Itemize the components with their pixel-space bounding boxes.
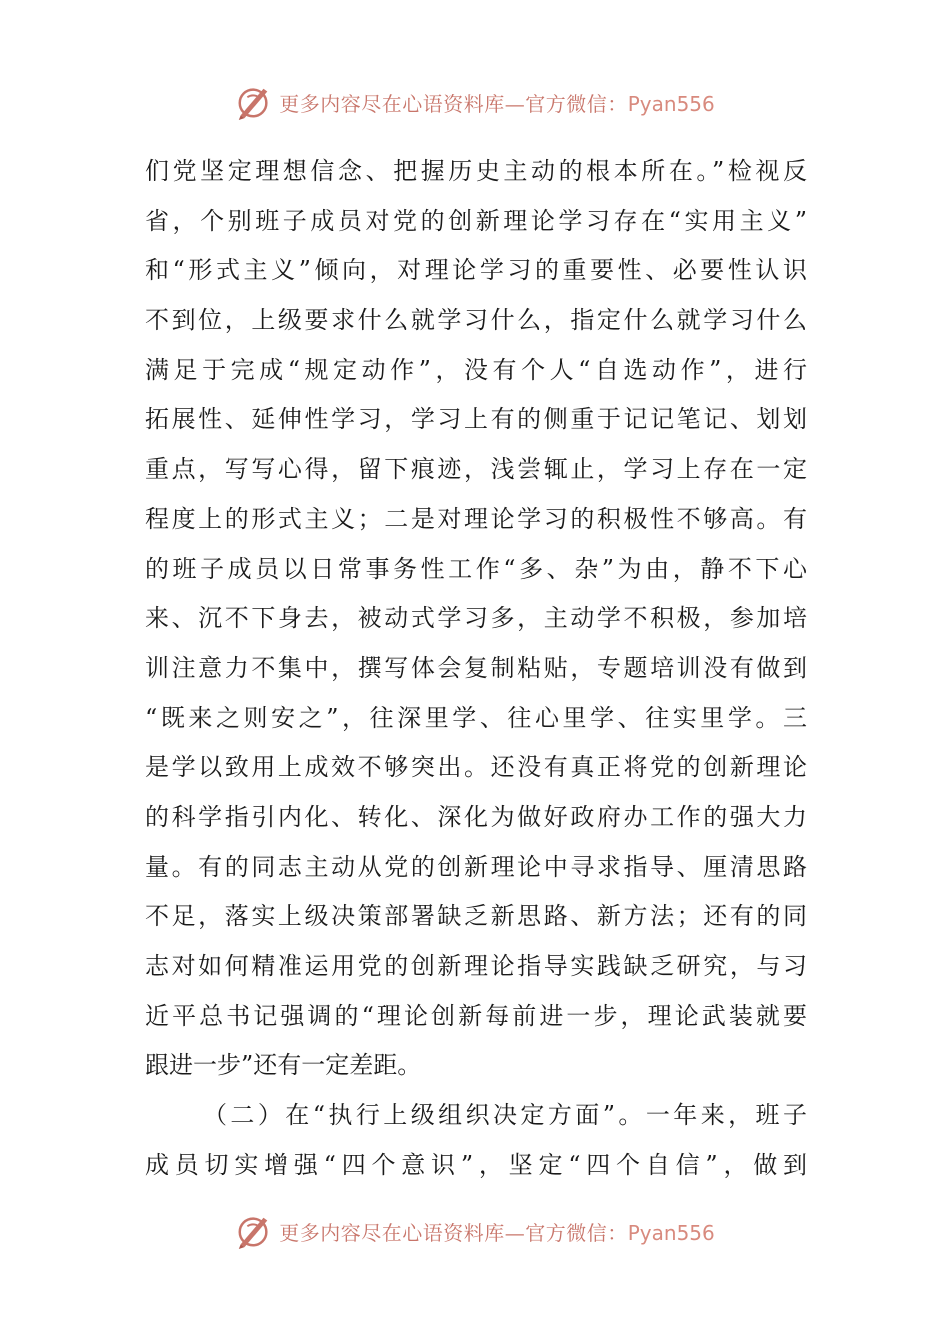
text-line: 程度上的形式主义；二是对理论学习的积极性不够高。有 <box>145 504 807 533</box>
text-line: 拓展性、延伸性学习，学习上有的侧重于记记笔记、划划 <box>145 405 807 434</box>
text-line: 是学以致用上成效不够突出。还没有真正将党的创新理论 <box>145 753 807 782</box>
watermark-text-top: 更多内容尽在心语资料库—官方微信：Pyan556 <box>279 91 715 116</box>
text-line: 的科学指引内化、转化、深化为做好政府办工作的强大力 <box>145 802 807 831</box>
text-line: 近平总书记强调的“理论创新每前进一步，理论武装就要 <box>145 1001 807 1030</box>
text-line: 跟进一步”还有一定差距。 <box>145 1051 422 1080</box>
watermark-banner-bottom <box>0 1209 950 1253</box>
text-line: 省，个别班子成员对党的创新理论学习存在“实用主义” <box>145 206 807 235</box>
watermark-text-bottom: 更多内容尽在心语资料库—官方微信：Pyan556 <box>279 1220 715 1245</box>
text-line: 成员切实增强“四个意识”，坚定“四个自信”，做到 <box>145 1150 807 1179</box>
paragraph <box>145 1091 807 1190</box>
section-heading-line: （二）在“执行上级组织决定方面”。一年来，班子 <box>203 1101 807 1130</box>
text-line: 满足于完成“规定动作”，没有个人“自选动作”，进行 <box>145 355 807 384</box>
text-line: 量。有的同志主动从党的创新理论中寻求指导、厘清思路 <box>145 852 807 881</box>
text-line: 训注意力不集中，撰写体会复制粘贴，专题培训没有做到 <box>145 653 807 682</box>
text-line: 来、沉不下身去，被动式学习多，主动学不积极，参加培 <box>145 604 807 633</box>
paragraph <box>145 147 807 1091</box>
text-line: 不到位，上级要求什么就学习什么，指定什么就学习什么 <box>145 306 807 335</box>
pen-logo-icon <box>235 83 273 121</box>
watermark-banner-top <box>0 80 950 124</box>
document-body <box>145 147 807 1190</box>
text-line: 不足，落实上级决策部署缺乏新思路、新方法；还有的同 <box>145 902 807 931</box>
text-line: 重点，写写心得，留下痕迹，浅尝辄止，学习上存在一定 <box>145 455 807 484</box>
text-line: “既来之则安之”，往深里学、往心里学、往实里学。三 <box>145 703 807 732</box>
text-line: 和“形式主义”倾向，对理论学习的重要性、必要性认识 <box>145 256 807 285</box>
text-line: 志对如何精准运用党的创新理论指导实践缺乏研究，与习 <box>145 952 807 980</box>
text-line: 的班子成员以日常事务性工作“多、杂”为由，静不下心 <box>145 554 807 583</box>
text-line: 们党坚定理想信念、把握历史主动的根本所在。”检视反 <box>145 157 807 185</box>
pen-logo-icon <box>235 1212 273 1250</box>
